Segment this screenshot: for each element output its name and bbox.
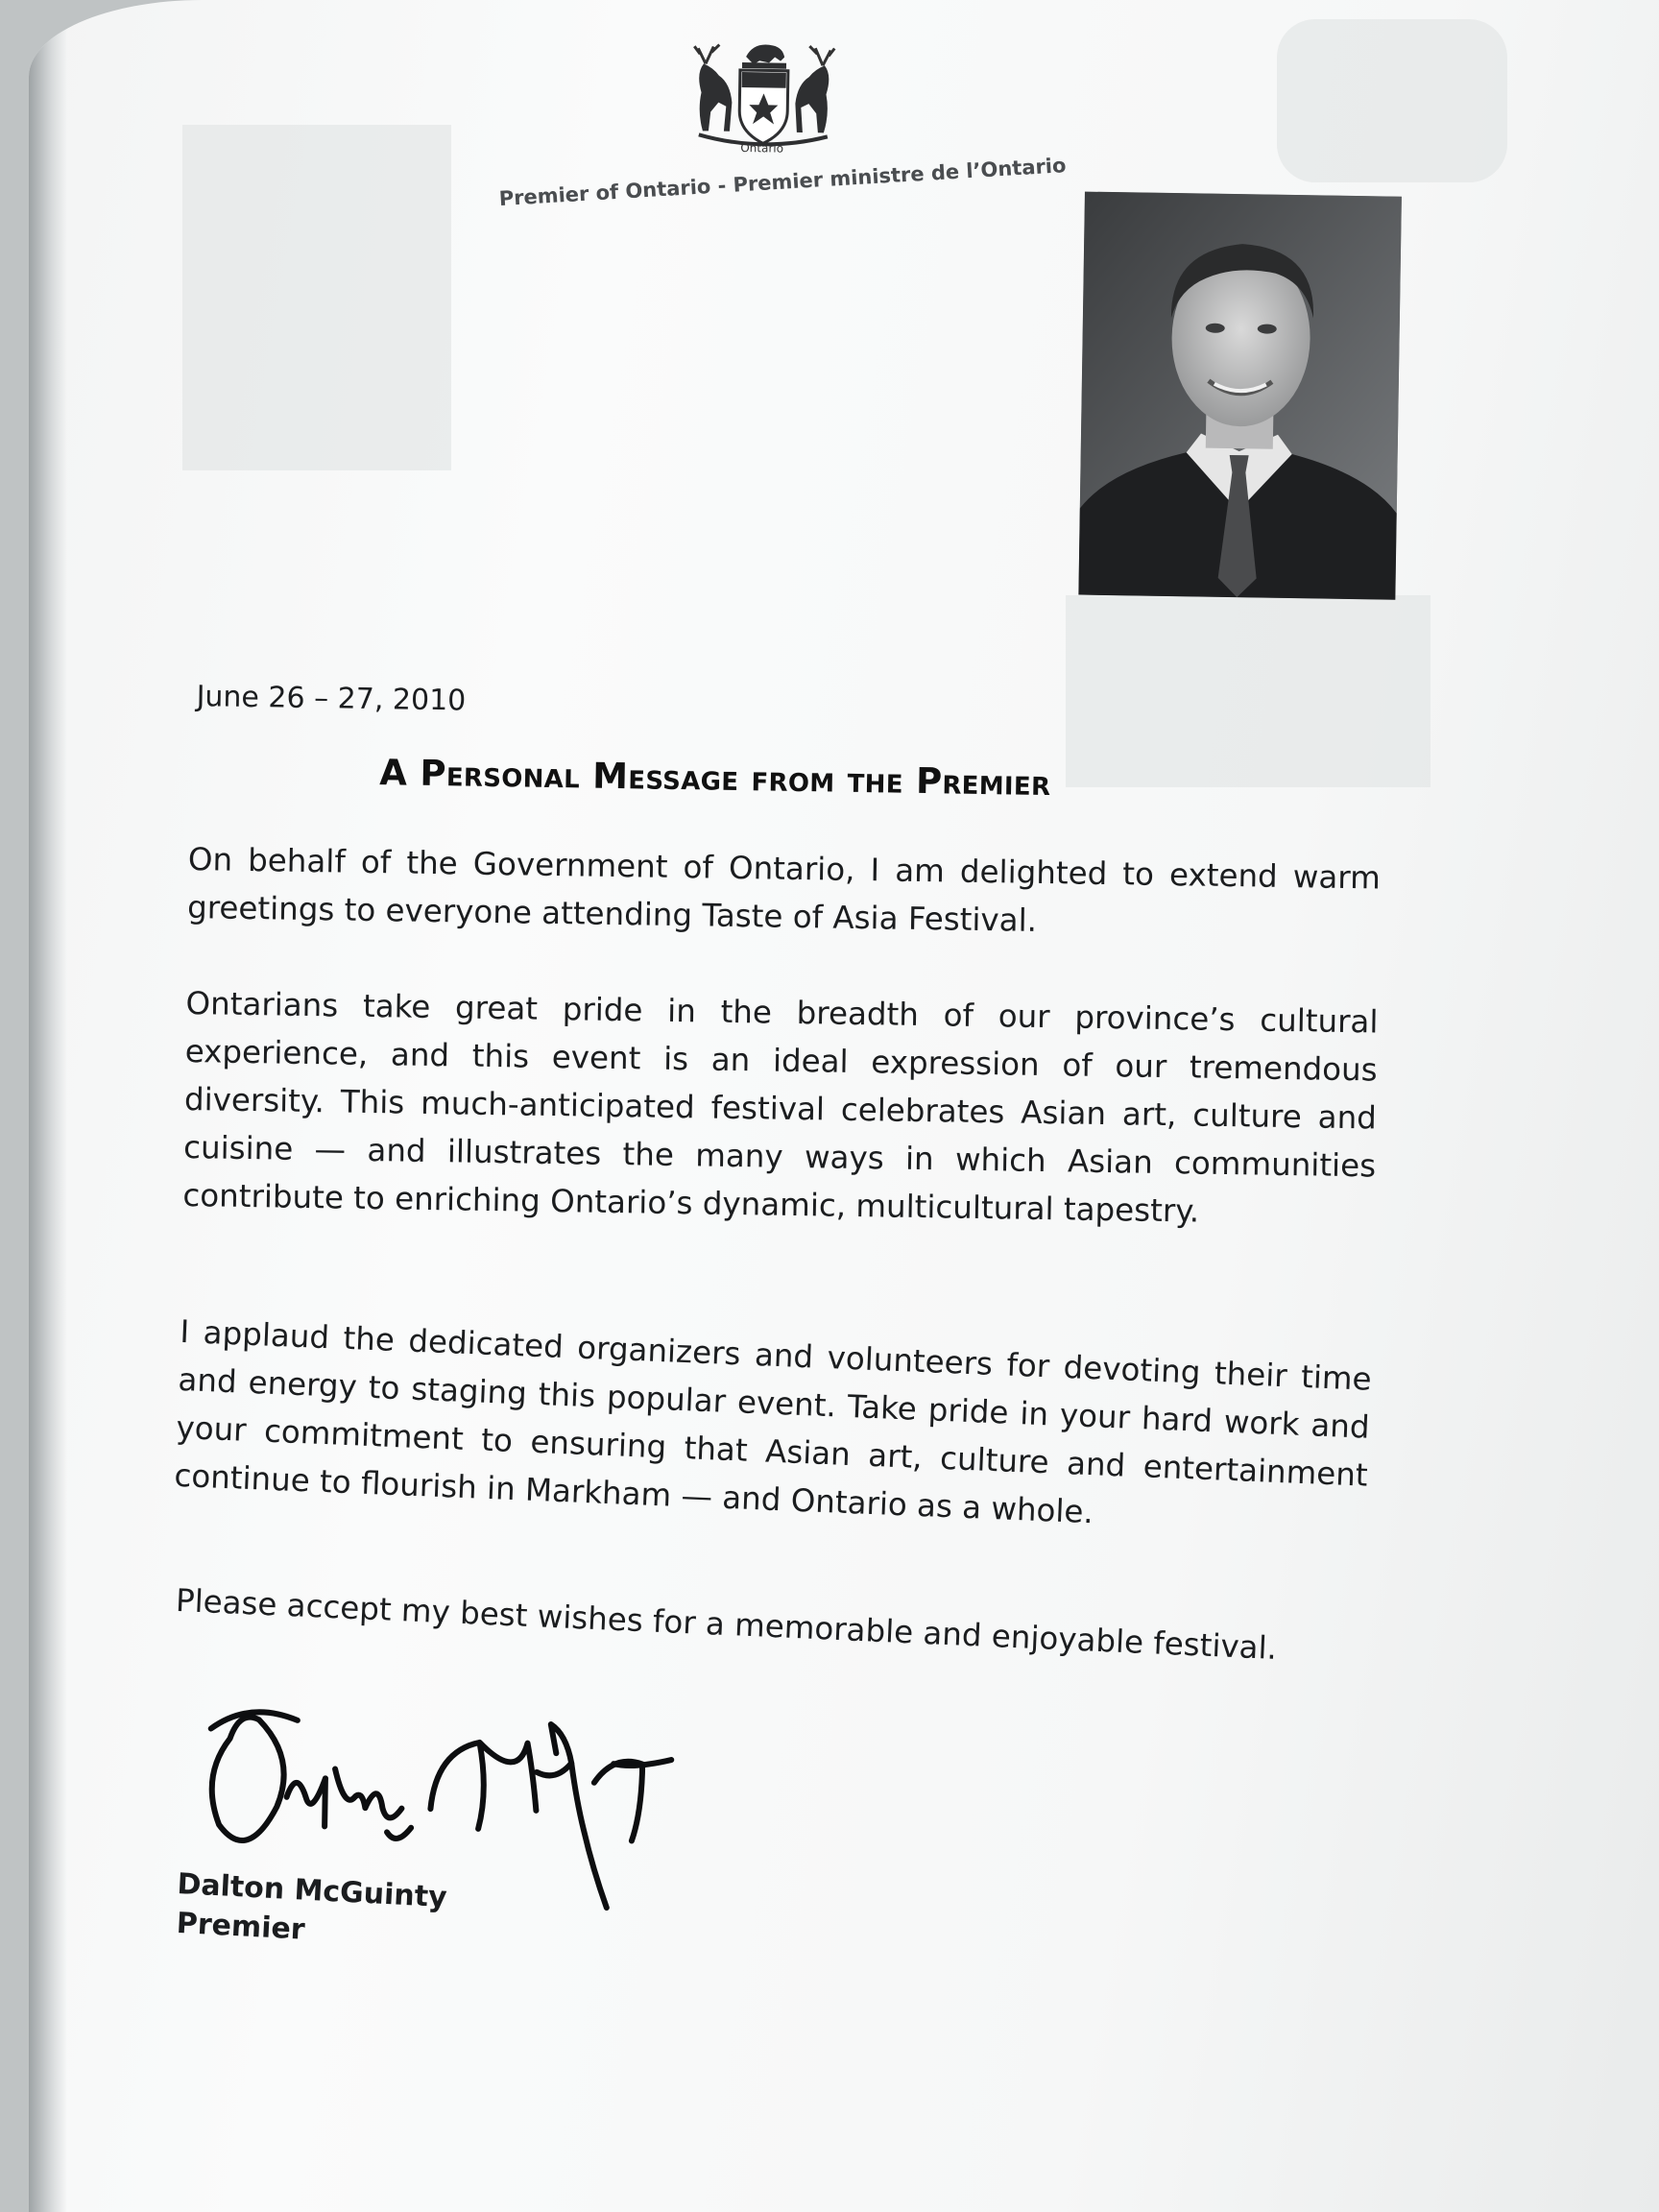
letter-date: June 26 – 27, 2010 [196,680,467,718]
letter-content [29,0,1659,2212]
letter-page [29,0,1659,2212]
letterhead-office-title: Premier of Ontario - Premier ministre de l’Ontario [498,154,1068,211]
letter-paragraph-1: On behalf of the Government of Ontario, I am delighted to extend warm greetings to everyone attending Taste of Asia Festival. [186,841,1382,939]
premier-portrait-photo [1078,192,1402,600]
signer-name: Dalton McGuinty [176,1866,448,1915]
letter-paragraph-2: Ontarians take great pride in the breadth of our province’s cultural experience, and this event is an ideal expression of our tremendous diversity. This much-anticipated festival celebrates Asian art, culture and cuisine — and illustrates the many ways in which Asian communities contribute to enriching Ontario’s dynamic, multicultural tapestry. [182,984,1379,1230]
letter-heading: A Personal Message from the Premier [379,752,1051,805]
letter-paragraph-3: I applaud the dedicated organizers and volunteers for devoting their time and energy to staging this popular event. Take pride in your hard work and your commitment to ensuring that Asian art, culture and entertainment continue to flourish in Markham — and Ontario as a whole. [173,1312,1373,1531]
signer-title: Premier [176,1906,306,1947]
letter-closing-line: Please accept my best wishes for a memorable and enjoyable festival. [175,1581,1278,1667]
crest-label: Ontario [740,140,784,156]
